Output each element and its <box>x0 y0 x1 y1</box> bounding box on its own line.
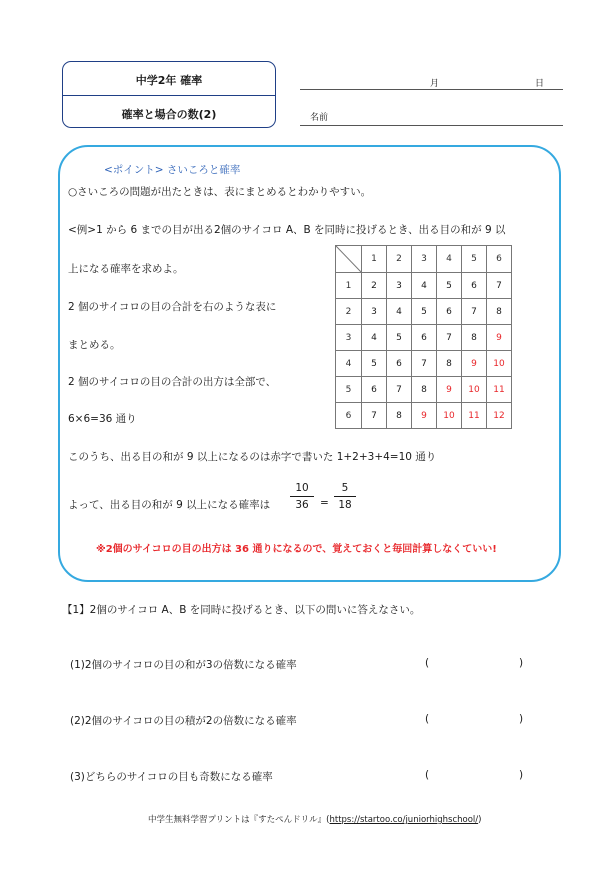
step2-line-a: 2 個のサイコロの目の合計の出方は全部で、 <box>68 376 277 388</box>
row-header: 4 <box>336 351 362 377</box>
table-cell: 7 <box>437 325 462 351</box>
name-line <box>300 125 563 126</box>
answer-close-paren: ) <box>519 657 524 669</box>
table-cell: 8 <box>437 351 462 377</box>
table-cell: 9 <box>462 351 487 377</box>
table-cell: 7 <box>387 377 412 403</box>
answer-open-paren: ( <box>425 713 430 725</box>
fraction-bar <box>290 496 314 497</box>
row-header: 1 <box>336 273 362 299</box>
fraction-numerator: 10 <box>295 482 309 494</box>
table-cell: 7 <box>462 299 487 325</box>
row-header: 6 <box>336 403 362 429</box>
diagonal-line <box>336 246 361 272</box>
table-cell: 10 <box>487 351 512 377</box>
table-cell: 7 <box>362 403 387 429</box>
name-label: 名前 <box>310 113 329 123</box>
col-header: 1 <box>362 246 387 273</box>
question-1: (1)2個のサイコロの目の和が3の倍数になる確率 <box>70 659 297 671</box>
table-cell: 4 <box>362 325 387 351</box>
table-cell: 5 <box>362 351 387 377</box>
table-cell: 8 <box>387 403 412 429</box>
table-corner-cell <box>336 246 362 273</box>
table-row <box>336 325 512 351</box>
answer-open-paren: ( <box>425 769 430 781</box>
col-header: 2 <box>387 246 412 273</box>
table-cell: 11 <box>487 377 512 403</box>
table-row <box>336 273 512 299</box>
question-2: (2)2個のサイコロの目の積が2の倍数になる確率 <box>70 715 297 727</box>
row-header: 5 <box>336 377 362 403</box>
footer-url-link[interactable]: https://startoo.co/juniorhighschool/ <box>329 815 479 825</box>
equals-sign: = <box>320 497 329 509</box>
table-cell: 9 <box>437 377 462 403</box>
answer-close-paren: ) <box>519 769 524 781</box>
table-cell: 3 <box>387 273 412 299</box>
table-cell: 6 <box>462 273 487 299</box>
row-header: 2 <box>336 299 362 325</box>
table-row <box>336 403 512 429</box>
table-row <box>336 377 512 403</box>
table-cell: 10 <box>462 377 487 403</box>
table-cell: 5 <box>437 273 462 299</box>
table-cell: 9 <box>412 403 437 429</box>
subject-title: 中学2年 確率 <box>135 74 203 87</box>
fraction-bar <box>334 496 356 497</box>
footer-prefix: 中学生無料学習プリントは『すたぺんドリル』( <box>148 815 330 825</box>
month-label: 月 <box>430 79 440 89</box>
col-header: 5 <box>462 246 487 273</box>
table-cell: 7 <box>412 351 437 377</box>
title-box <box>62 61 276 128</box>
intro-text: ○さいころの問題が出たときは、表にまとめるとわかりやすい。 <box>68 186 372 198</box>
col-header: 3 <box>412 246 437 273</box>
col-header: 4 <box>437 246 462 273</box>
step1-line-b: まとめる。 <box>68 339 121 351</box>
table-cell: 12 <box>487 403 512 429</box>
table-cell: 6 <box>437 299 462 325</box>
table-cell: 4 <box>387 299 412 325</box>
fraction-denominator: 36 <box>295 499 309 511</box>
table-cell: 9 <box>487 325 512 351</box>
step3-text: このうち、出る目の和が 9 以上になるのは赤字で書いた 1+2+3+4=10 通り <box>68 451 437 463</box>
footer-suffix: ) <box>478 815 482 825</box>
note-text: ※2個のサイコロの目の出方は 36 通りになるので、覚えておくと毎回計算しなくていい! <box>96 544 497 555</box>
step2-line-b: 6×6=36 通り <box>68 413 137 425</box>
row-header: 3 <box>336 325 362 351</box>
point-title: <ポイント> さいころと確率 <box>104 164 241 176</box>
date-line <box>300 89 563 90</box>
table-cell: 5 <box>387 325 412 351</box>
table-cell: 2 <box>362 273 387 299</box>
table-cell: 6 <box>362 377 387 403</box>
day-label: 日 <box>535 79 545 89</box>
footer <box>148 813 481 825</box>
table-cell: 7 <box>487 273 512 299</box>
table-cell: 6 <box>387 351 412 377</box>
table-cell: 8 <box>412 377 437 403</box>
fraction-denominator: 18 <box>338 499 352 511</box>
table-header-row <box>336 246 512 273</box>
example-line-2: 上になる確率を求めよ。 <box>68 263 184 275</box>
table-cell: 5 <box>412 299 437 325</box>
answer-open-paren: ( <box>425 657 430 669</box>
fraction-numerator: 5 <box>341 482 349 494</box>
table-cell: 4 <box>412 273 437 299</box>
col-header: 6 <box>487 246 512 273</box>
step1-line-a: 2 個のサイコロの目の合計を右のような表に <box>68 301 277 313</box>
table-cell: 6 <box>412 325 437 351</box>
fraction-10-36 <box>290 482 314 511</box>
dice-sum-table <box>335 245 512 429</box>
table-row <box>336 351 512 377</box>
table-cell: 11 <box>462 403 487 429</box>
table-cell: 3 <box>362 299 387 325</box>
title-divider <box>63 95 275 96</box>
fraction-5-18 <box>334 482 356 511</box>
exercise-prompt: 【1】2個のサイコロ A、B を同時に投げるとき、以下の問いに答えなさい。 <box>62 604 421 616</box>
table-cell: 8 <box>462 325 487 351</box>
question-3: (3)どちらのサイコロの目も奇数になる確率 <box>70 771 273 783</box>
table-row <box>336 299 512 325</box>
table-cell: 8 <box>487 299 512 325</box>
table-cell: 10 <box>437 403 462 429</box>
topic-title: 確率と場合の数(2) <box>121 108 217 121</box>
answer-close-paren: ) <box>519 713 524 725</box>
answer-prefix: よって、出る目の和が 9 以上になる確率は <box>68 499 271 511</box>
example-line-1: <例>1 から 6 までの目が出る2個のサイコロ A、B を同時に投げるとき、出る目の和が 9 以 <box>68 224 506 236</box>
